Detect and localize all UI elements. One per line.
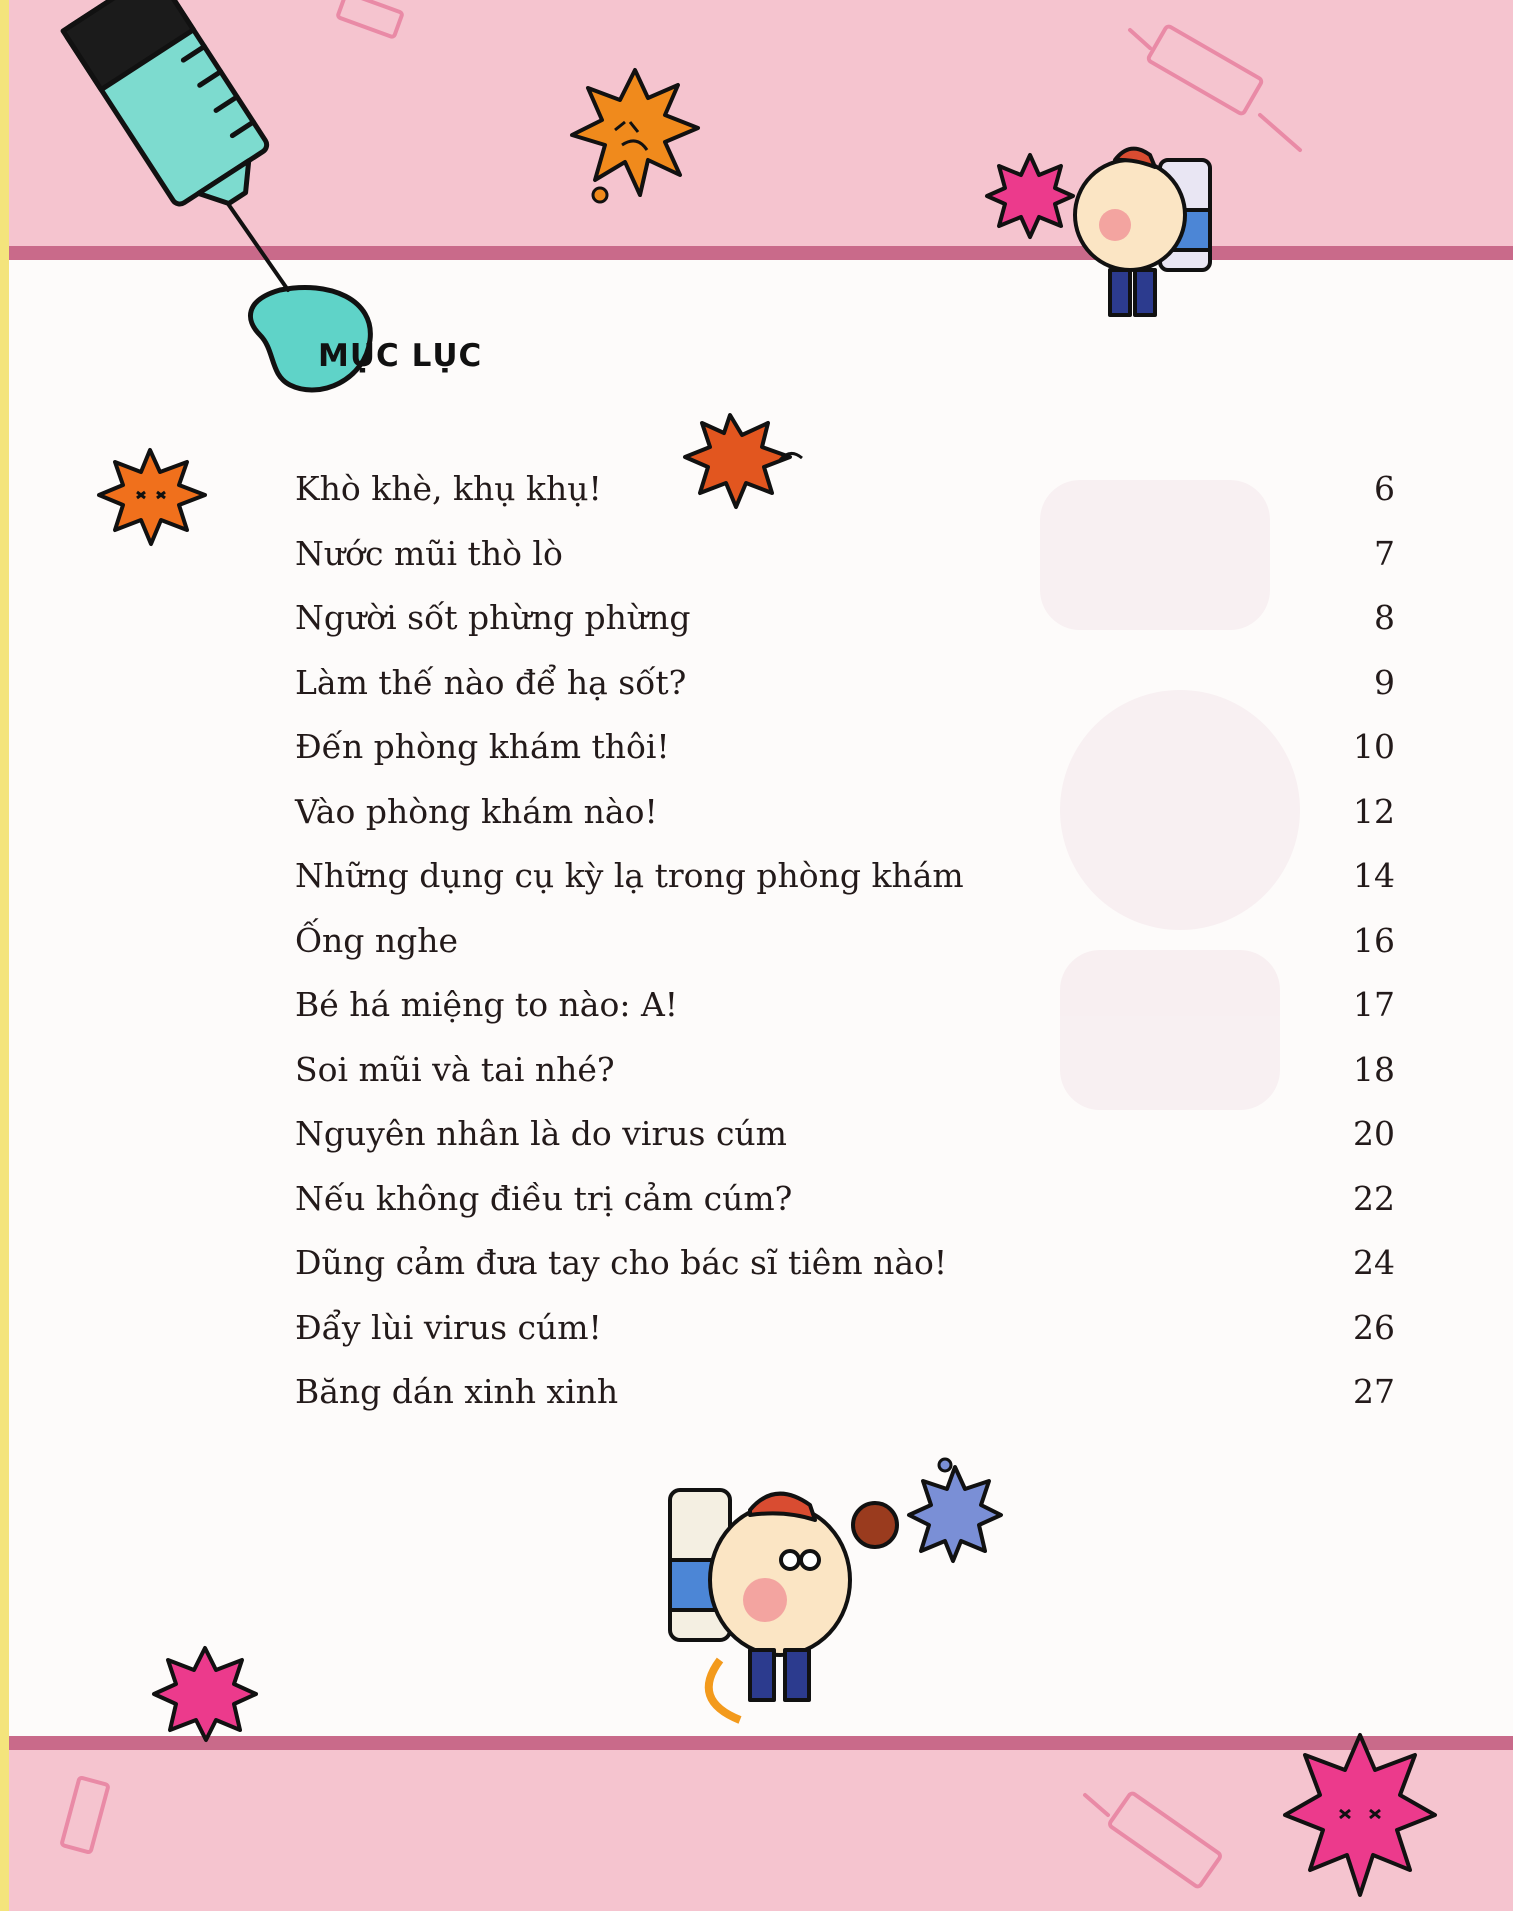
toc-entry-title: Những dụng cụ kỳ lạ trong phòng khám bbox=[295, 856, 964, 895]
toc-entry[interactable] bbox=[295, 1236, 1395, 1301]
toc-entry-page: 12 bbox=[1353, 791, 1395, 831]
toc-entry-page: 18 bbox=[1353, 1049, 1395, 1089]
toc-entry-page: 16 bbox=[1353, 920, 1395, 960]
toc-entry-title: Nguyên nhân là do virus cúm bbox=[295, 1114, 787, 1153]
toc-entry-page: 8 bbox=[1374, 598, 1395, 637]
toc-entry-title: Khò khè, khụ khụ! bbox=[295, 469, 602, 508]
toc-entry[interactable] bbox=[295, 785, 1395, 850]
toc-entry[interactable] bbox=[295, 591, 1395, 656]
toc-entry-title: Nước mũi thò lò bbox=[295, 533, 563, 573]
toc-entry[interactable] bbox=[295, 1365, 1395, 1430]
toc-entry-page: 24 bbox=[1353, 1243, 1395, 1282]
toc-entry-title: Ống nghe bbox=[295, 920, 459, 960]
toc-entry-title: Đến phòng khám thôi! bbox=[295, 727, 670, 766]
medicine-character-icon bbox=[1060, 140, 1220, 340]
virus-icon bbox=[560, 50, 710, 220]
toc-entry[interactable] bbox=[295, 978, 1395, 1043]
toc-entry-title: Người sốt phừng phừng bbox=[295, 598, 691, 637]
toc-entry-page: 22 bbox=[1353, 1178, 1395, 1218]
toc-entry-title: Dũng cảm đưa tay cho bác sĩ tiêm nào! bbox=[295, 1243, 948, 1282]
toc-entry-page: 14 bbox=[1353, 856, 1395, 895]
toc-entry-page: 17 bbox=[1353, 985, 1395, 1024]
toc-entry-title: Nếu không điều trị cảm cúm? bbox=[295, 1178, 793, 1218]
left-edge-strip bbox=[0, 0, 9, 1911]
toc-entry-page: 6 bbox=[1374, 469, 1395, 508]
toc-entry[interactable] bbox=[295, 849, 1395, 914]
toc-entry-title: Đẩy lùi virus cúm! bbox=[295, 1307, 602, 1347]
toc-entry-page: 26 bbox=[1353, 1307, 1395, 1347]
virus-icon bbox=[1285, 1715, 1435, 1895]
toc-entry-title: Soi mũi và tai nhé? bbox=[295, 1049, 615, 1089]
toc-entry-title: Băng dán xinh xinh bbox=[295, 1372, 619, 1411]
toc-entry-page: 27 bbox=[1353, 1372, 1395, 1411]
toc-entry[interactable] bbox=[295, 1043, 1395, 1108]
toc-entry-title: Bé há miệng to nào: A! bbox=[295, 985, 679, 1024]
virus-icon bbox=[95, 440, 215, 550]
toc-entry[interactable] bbox=[295, 462, 1395, 527]
toc-entry[interactable] bbox=[295, 1301, 1395, 1366]
toc-entry-page: 10 bbox=[1353, 727, 1395, 766]
toc-entry-page: 9 bbox=[1374, 662, 1395, 702]
toc-entry[interactable] bbox=[295, 914, 1395, 979]
virus-icon bbox=[905, 1455, 1005, 1565]
toc-entry[interactable] bbox=[295, 527, 1395, 592]
toc-entry-title: Làm thế nào để hạ sốt? bbox=[295, 662, 687, 702]
toc-entry[interactable] bbox=[295, 656, 1395, 721]
toc-entry-page: 7 bbox=[1374, 533, 1395, 573]
toc-entry[interactable] bbox=[295, 1107, 1395, 1172]
medicine-character-icon bbox=[660, 1450, 920, 1740]
toc-entry-title: Vào phòng khám nào! bbox=[295, 791, 658, 831]
toc-entry[interactable] bbox=[295, 720, 1395, 785]
toc-entry[interactable] bbox=[295, 1172, 1395, 1237]
syringe-outline-icon bbox=[50, 1760, 130, 1860]
toc-entry-page: 20 bbox=[1353, 1114, 1395, 1153]
table-of-contents bbox=[295, 462, 1395, 1430]
virus-icon bbox=[150, 1640, 260, 1740]
page-heading: MỤC LỤC bbox=[318, 338, 483, 374]
syringe-outline-icon bbox=[1070, 1790, 1270, 1910]
